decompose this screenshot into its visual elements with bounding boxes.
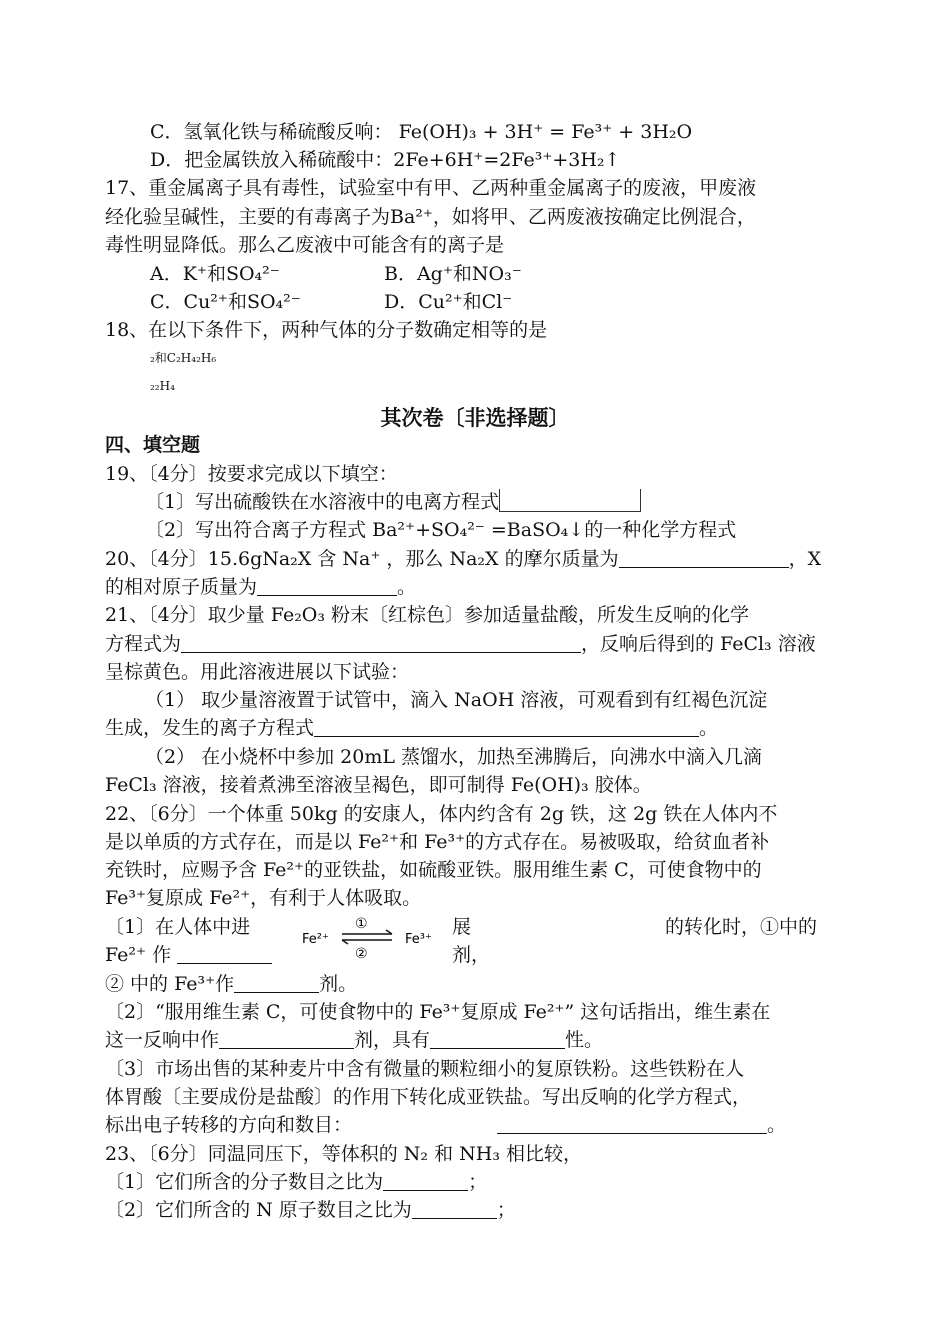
q22-sub1-text-e: 剂， <box>452 944 491 966</box>
q22-sub3-line-2: 体胃酸〔主要成份是盐酸〕的作用下转化成亚铁盐。写出反响的化学方程式， <box>105 1086 752 1108</box>
q21-line-3: 呈棕黄色。用此溶液进展以下试验： <box>105 661 410 683</box>
q22-line-2: 是以单质的方式存在，而是以 Fe²⁺和 Fe³⁺的方式存在。易被吸取，给贫血者补 <box>105 831 770 853</box>
q21-text-b: ，反响后得到的 FeCl₃ 溶液 <box>581 633 816 655</box>
q17-option-b: B．Ag⁺和NO₃⁻ <box>384 263 522 285</box>
q22-blank-reaction-equation[interactable] <box>497 1113 767 1134</box>
q23-sub2-text: 〔2〕它们所含的 N 原子数目之比为 <box>105 1199 412 1221</box>
q22-sub1-line-2 <box>105 941 272 969</box>
q17-line-3: 毒性明显降低。那么乙废液中可能含有的离子是 <box>105 234 505 256</box>
q17-option-a: A．K⁺和SO₄²⁻ <box>150 263 280 285</box>
q21-blank-equation[interactable] <box>181 632 581 653</box>
q22-sub2-text-d: 性。 <box>565 1029 604 1051</box>
q17-option-c: C．Cu²⁺和SO₄²⁻ <box>150 291 301 313</box>
q18-line-1: 18、在以下条件下，两种气体的分子数确定相等的是 <box>105 319 548 341</box>
q22-blank-vitc-property[interactable] <box>430 1028 565 1049</box>
q21-line-6: （2） 在小烧杯中参加 20mL 蒸馏水，加热至沸腾后，向沸水中滴入几滴 <box>145 746 763 768</box>
q22-sub2-text-b: 这一反响中作 <box>105 1029 220 1051</box>
q22-sub3-text-d: 。 <box>767 1114 787 1136</box>
q22-sub2-text-c: 剂，具有 <box>354 1029 431 1051</box>
q22-sub1-line-3 <box>105 970 850 998</box>
q22-sub1-text-d: Fe²⁺ 作 <box>105 944 172 966</box>
q22-sub3-text-c: 标出电子转移的方向和数目： <box>105 1114 353 1136</box>
fe-conversion-diagram <box>300 910 450 960</box>
q23-sub1-end: ； <box>468 1171 488 1193</box>
q21-line-1: 21、〔4分〕取少量 Fe₂O₃ 粉末〔红棕色〕参加适量盐酸，所发生反响的化学 <box>105 604 750 626</box>
q20-text-b: ，X <box>788 548 822 570</box>
q20-blank-atomic-mass[interactable] <box>257 575 397 596</box>
q21-line-5 <box>105 714 850 742</box>
arrow-label-1: ① <box>355 916 368 932</box>
q20-text-a: 20、〔4分〕15.6gNa₂X 含 Na⁺ ，那么 Na₂X 的摩尔质量为 <box>105 548 619 570</box>
q23-line-1: 23、〔6分〕同温同压下，等体积的 N₂ 和 NH₃ 相比较， <box>105 1143 582 1165</box>
q22-line-3: 充铁时，应赐予含 Fe²⁺的亚铁盐，如硫酸亚铁。服用维生素 C，可使食物中的 <box>105 859 762 881</box>
q22-blank-vitc-role[interactable] <box>219 1028 354 1049</box>
q21-text-a: 方程式为 <box>105 633 182 655</box>
q23-blank-atom-ratio[interactable] <box>412 1198 497 1219</box>
q22-sub1-text-a: 〔1〕在人体中进 <box>105 916 251 938</box>
q22-sub1-text-g: 剂。 <box>319 973 358 995</box>
q20-blank-molar-mass[interactable] <box>619 547 789 568</box>
conversion-arrows-svg <box>300 910 450 960</box>
q22-blank-fe2-role[interactable] <box>177 943 272 964</box>
q20-text-d: 。 <box>397 576 417 598</box>
q23-sub2 <box>105 1196 850 1224</box>
q20-line-1 <box>105 545 850 573</box>
q22-sub1-text-f: ② 中的 Fe³⁺作 <box>105 973 235 995</box>
q23-blank-molecule-ratio[interactable] <box>383 1170 468 1191</box>
q18-option-1: ₂和C₂H₄₂H₆ <box>150 351 217 365</box>
q18-option-2: ₂₂H₄ <box>150 379 175 393</box>
q20-line-2 <box>105 573 850 601</box>
q21-line-2 <box>105 630 850 658</box>
q21-line-7: FeCl₃ 溶液，接着煮沸至溶液呈褐色，即可制得 Fe(OH)₃ 胶体。 <box>105 774 652 796</box>
q22-line-4: Fe³⁺复原成 Fe²⁺，有利于人体吸取。 <box>105 887 422 909</box>
q22-sub2-line-2 <box>105 1026 850 1054</box>
q16-option-c: C．氢氧化铁与稀硫酸反响： Fe(OH)₃ + 3H⁺ = Fe³⁺ + 3H₂O <box>150 121 693 143</box>
arrow-label-2: ② <box>355 946 368 960</box>
q19-part-1-text: 〔1〕写出硫酸铁在水溶液中的电离方程式 <box>145 491 500 513</box>
q22-blank-fe3-role[interactable] <box>234 972 319 993</box>
q21-line-4: （1） 取少量溶液置于试管中，滴入 NaOH 溶液，可观看到有红褐色沉淀 <box>145 689 768 711</box>
q19-line-1: 19、〔4分〕按要求完成以下填空： <box>105 463 398 485</box>
q22-sub1-text-c: 的转化时，①中的 <box>665 916 818 938</box>
q19-part-1 <box>145 488 890 516</box>
q23-sub1 <box>105 1168 850 1196</box>
fe2-label: Fe²⁺ <box>302 932 329 947</box>
q20-text-c: 的相对原子质量为 <box>105 576 258 598</box>
q19-part-2: 〔2〕写出符合离子方程式 Ba²⁺+SO₄²⁻ =BaSO₄↓的一种化学方程式 <box>145 519 737 541</box>
q17-line-1: 17、重金属离子具有毒性，试验室中有甲、乙两种重金属离子的废液，甲废液 <box>105 177 757 199</box>
q16-option-d: D．把金属铁放入稀硫酸中：2Fe+6H⁺=2Fe³⁺+3H₂↑ <box>150 149 621 171</box>
fe3-label: Fe³⁺ <box>405 932 432 947</box>
q23-sub1-text: 〔1〕它们所含的分子数目之比为 <box>105 1171 384 1193</box>
q19-answer-box[interactable] <box>499 489 641 512</box>
q22-sub2-line-1: 〔2〕“服用维生素 C，可使食物中的 Fe³⁺复原成 Fe²⁺” 这句话指出，维生素在 <box>105 1001 771 1023</box>
q22-sub1-text-b: 展 <box>452 916 472 938</box>
section-four-heading: 四、填空题 <box>105 434 201 456</box>
q21-blank-ionic-equation[interactable] <box>314 716 699 737</box>
q22-sub3-line-1: 〔3〕市场出售的某种麦片中含有微量的颗粒细小的复原铁粉。这些铁粉在人 <box>105 1058 745 1080</box>
q17-line-2: 经化验呈碱性，主要的有毒离子为Ba²⁺，如将甲、乙两废液按确定比例混合， <box>105 206 756 228</box>
q23-sub2-end: ； <box>496 1199 516 1221</box>
q22-line-1: 22、〔6分〕一个体重 50kg 的安康人，体内约含有 2g 铁，这 2g 铁在人体内不 <box>105 803 778 825</box>
part-two-title: 其次卷〔非选择题〕 <box>380 405 570 430</box>
q22-sub3-line-3 <box>105 1111 850 1139</box>
q17-option-d: D．Cu²⁺和Cl⁻ <box>384 291 513 313</box>
q21-text-c: 生成，发生的离子方程式 <box>105 717 315 739</box>
q21-text-d: 。 <box>699 717 719 739</box>
